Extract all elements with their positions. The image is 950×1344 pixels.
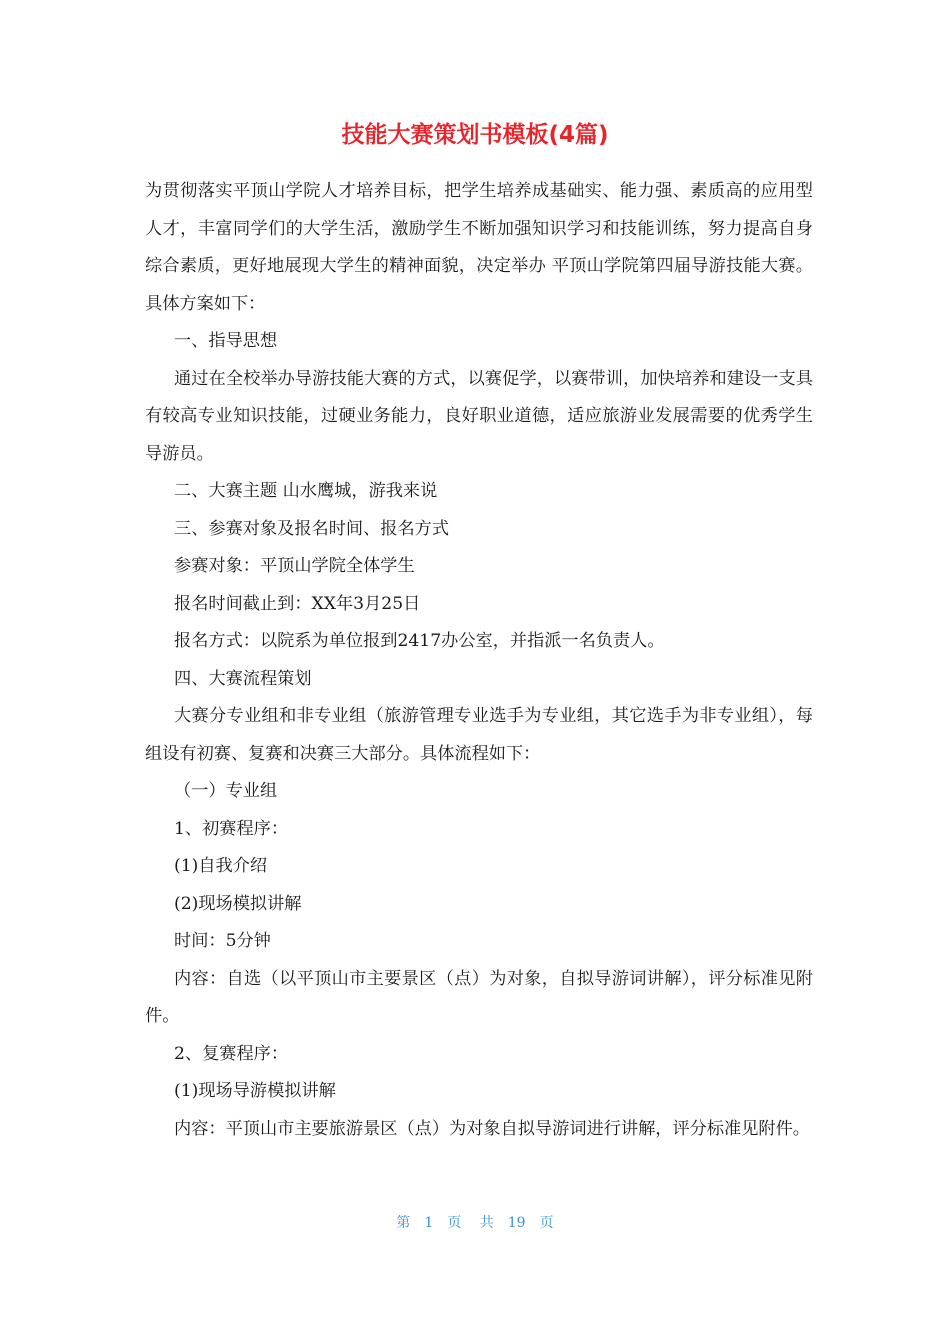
- paragraph-intro: 为贯彻落实平顶山学院人才培养目标，把学生培养成基础实、能力强、素质高的应用型人才，丰富同学们的大学生活，激励学生不断加强知识学习和技能训练，努力提高自身综合素质，更好地展现大学生的精神面貌，决定举办 平顶山学院第四届导游技能大赛。具体方案如下：: [145, 181, 813, 314]
- footer-total-pages: 19: [507, 1215, 526, 1231]
- heading-contest-theme: 二、大赛主题 山水鹰城，游我来说: [174, 481, 438, 501]
- heading-professional-group: （一）专业组: [174, 781, 278, 801]
- heading-semifinal: 2、复赛程序：: [174, 1043, 289, 1064]
- heading-guiding-ideology: 一、指导思想: [174, 331, 278, 351]
- footer-label-pages: 页: [539, 1215, 554, 1231]
- document-title: 技能大赛策划书模板(4篇): [341, 122, 609, 148]
- paragraph-content-preliminary: 内容：自选（以平顶山市主要景区（点）为对象，自拟导游词讲解），评分标准见附件。: [145, 968, 813, 1026]
- list-item-simulation: (2)现场模拟讲解: [174, 893, 302, 914]
- paragraph-participants: 参赛对象：平顶山学院全体学生: [174, 556, 415, 576]
- paragraph-registration-method: 报名方式：以院系为单位报到2417办公室，并指派一名负责人。: [174, 631, 665, 651]
- heading-contest-process: 四、大赛流程策划: [174, 668, 312, 689]
- heading-preliminary: 1、初赛程序：: [174, 818, 289, 839]
- paragraph-guiding-ideology: 通过在全校举办导游技能大赛的方式，以赛促学，以赛带训，加快培养和建设一支具有较高专业知识技能，过硬业务能力，良好职业道德，适应旅游业发展需要的优秀学生导游员。: [145, 368, 813, 464]
- list-item-self-intro: (1)自我介绍: [174, 856, 268, 876]
- page-footer: [0, 1212, 950, 1232]
- heading-participants: 三、参赛对象及报名时间、报名方式: [174, 518, 450, 539]
- footer-label-of: 页 共: [447, 1215, 494, 1231]
- footer-label-page: 第: [396, 1215, 411, 1231]
- list-item-onsite-guide: (1)现场导游模拟讲解: [174, 1081, 336, 1101]
- paragraph-content-semifinal: 内容：平顶山市主要旅游景区（点）为对象自拟导游词进行讲解，评分标准见附件。: [174, 1118, 810, 1139]
- paragraph-contest-groups: 大赛分专业组和非专业组（旅游管理专业选手为专业组，其它选手为非专业组），每组设有初赛、复赛和决赛三大部分。具体流程如下：: [145, 706, 813, 764]
- paragraph-time: 时间：5分钟: [174, 931, 271, 951]
- paragraph-deadline: 报名时间截止到：XX年3月25日: [174, 593, 421, 614]
- footer-current-page: 1: [424, 1215, 434, 1231]
- document-body: [145, 173, 813, 1148]
